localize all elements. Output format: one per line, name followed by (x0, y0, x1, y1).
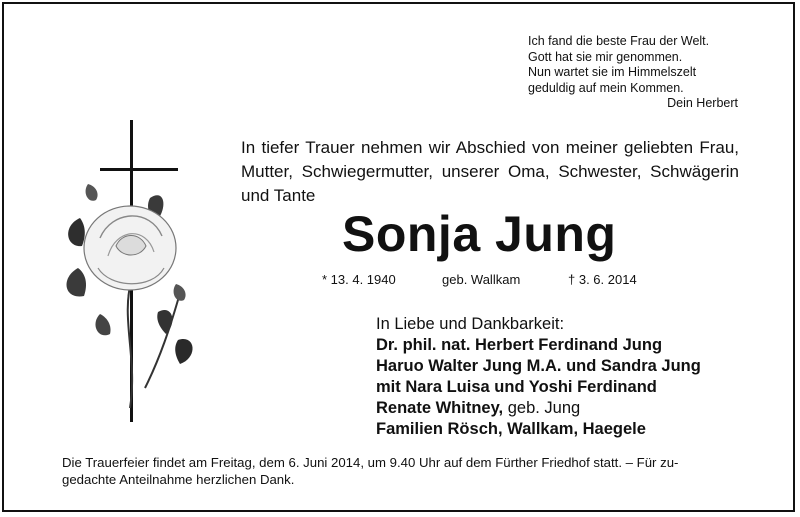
mourner-line (376, 398, 701, 419)
poem-signature: Dein Herbert (667, 96, 738, 110)
mourner-line: mit Nara Luisa und Yoshi Ferdinand (376, 378, 657, 396)
funeral-notice (62, 455, 744, 488)
mourners-lead: In Liebe und Dankbarkeit: (376, 315, 565, 333)
death-date: † 3. 6. 2014 (568, 272, 637, 287)
cross-with-rose-icon (60, 118, 200, 428)
mourner-line: Haruo Walter Jung M.A. und Sandra Jung (376, 357, 701, 375)
mourner-name: Renate Whitney, (376, 399, 504, 417)
intro-text: In tiefer Trauer nehmen wir Abschied von meiner geliebten Frau, Mutter, Schwiegermutter, unserer Oma, Schwester, Schwägerin und Tante (241, 138, 739, 205)
poem-line: Nun wartet sie im Himmelszelt (528, 65, 697, 79)
funeral-notice-line: gedachte Anteilnahme herzlichen Dank. (62, 471, 295, 487)
poem (528, 34, 738, 112)
mourner-maiden: geb. Jung (503, 399, 581, 417)
deceased-name: Sonja Jung (342, 206, 617, 262)
mourners-block (376, 314, 701, 440)
poem-line: Gott hat sie mir genommen. (528, 49, 683, 64)
birth-date: * 13. 4. 1940 (322, 272, 396, 287)
funeral-notice-line: Die Trauerfeier findet am Freitag, dem 6. Juni 2014, um 9.40 Uhr auf dem Fürther Friedhof statt. – Für zu- (62, 455, 679, 470)
poem-line: Ich fand die beste Frau der Welt. (528, 34, 710, 48)
maiden-name: geb. Wallkam (442, 272, 521, 287)
poem-line: geduldig auf mein Kommen. (528, 80, 684, 95)
mourner-line: Familien Rösch, Wallkam, Haegele (376, 420, 646, 438)
mourner-line: Dr. phil. nat. Herbert Ferdinand Jung (376, 336, 663, 354)
